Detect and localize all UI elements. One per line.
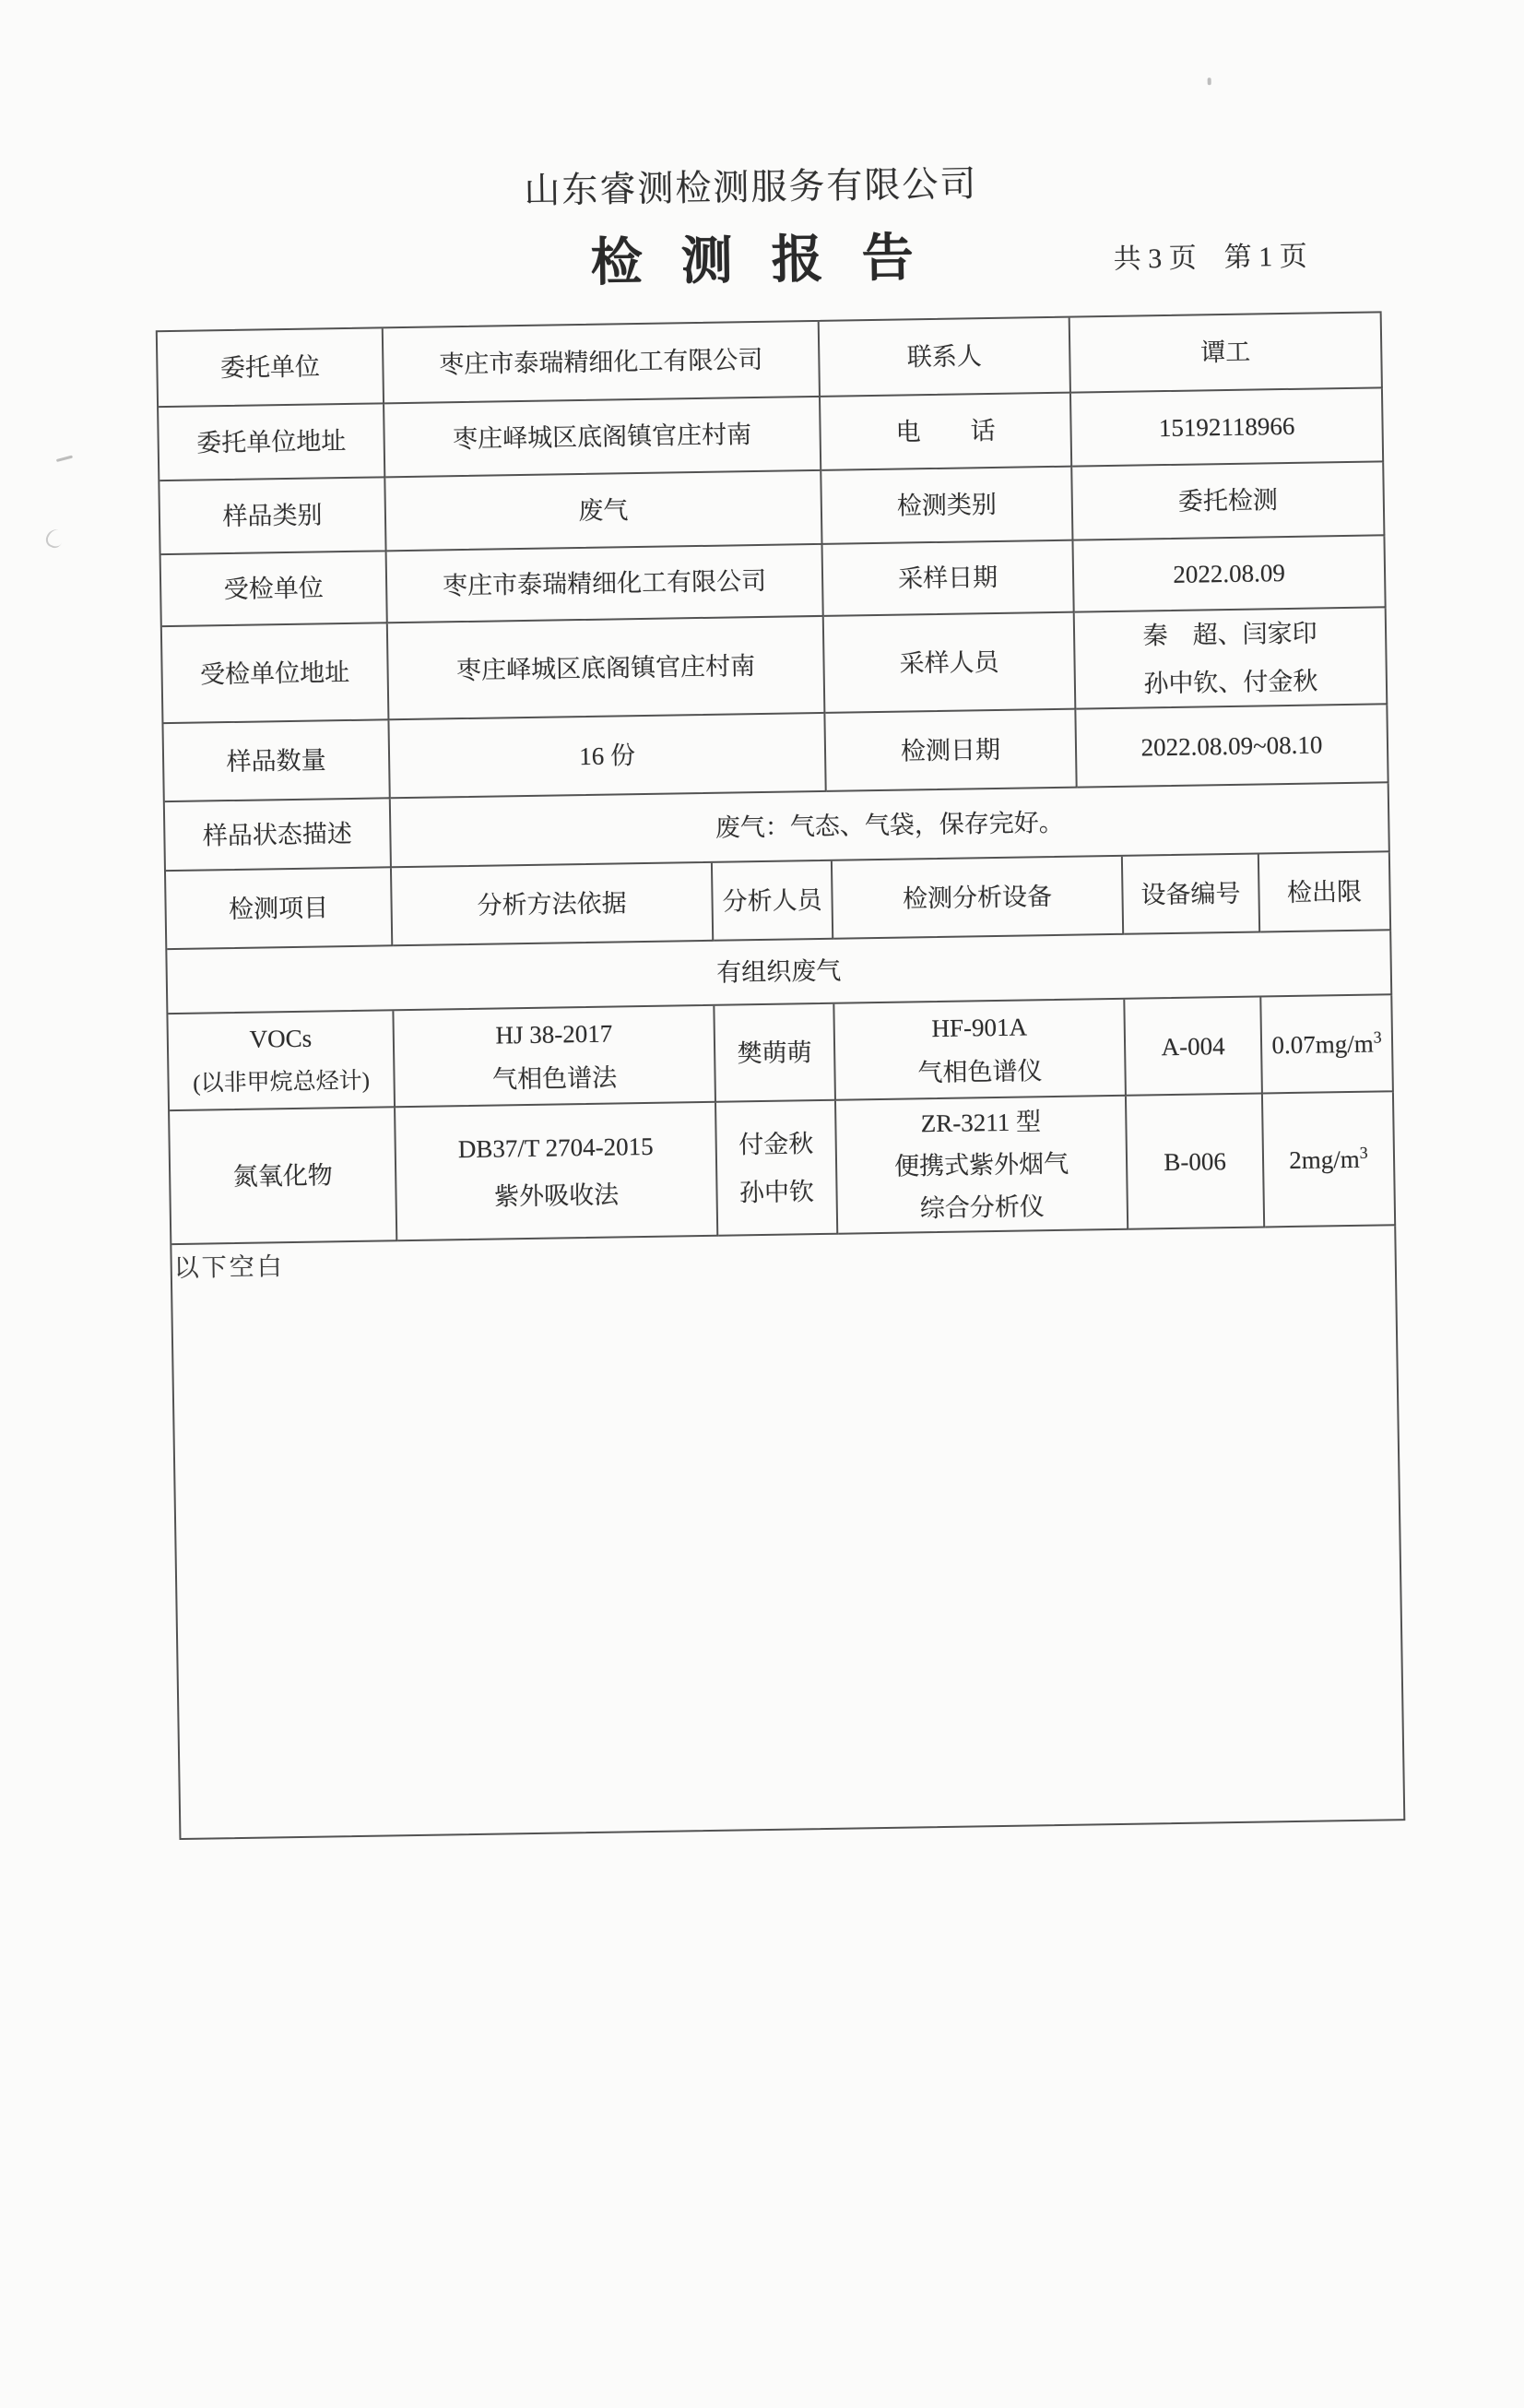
equipment-name: 气相色谱仪: [917, 1049, 1043, 1095]
method-name: 紫外吸收法: [494, 1170, 620, 1220]
equipment-name: 综合分析仪: [919, 1185, 1045, 1229]
column-header: 检测分析设备: [833, 857, 1124, 940]
equipment-model: ZR-3211 型: [920, 1100, 1041, 1145]
report-header: [93, 0, 1402, 10]
method-cell: [396, 1103, 718, 1241]
label-cell: 委托单位地址: [159, 404, 385, 481]
value-cell: 枣庄市泰瑞精细化工有限公司: [384, 322, 821, 404]
column-header: 分析方法依据: [392, 863, 714, 946]
label-cell: 样品数量: [163, 720, 390, 802]
item-note: (以非甲烷总烃计): [193, 1059, 370, 1106]
method-standard: DB37/T 2704-2015: [457, 1121, 654, 1172]
blank-note: 以下空白: [171, 1243, 287, 1286]
value-cell: 16 份: [389, 714, 826, 799]
label-cell: 样品类别: [159, 478, 386, 555]
label-cell: 检测类别: [821, 468, 1073, 545]
detection-limit-value: $0.07mg/m^3$: [1271, 1026, 1382, 1062]
sampling-staff-line2: 孙中钦、付金秋: [1143, 657, 1318, 707]
value-cell: [1075, 608, 1388, 709]
label-cell: 受检单位: [161, 552, 388, 627]
column-header: 设备编号: [1123, 854, 1260, 934]
item-cell: [168, 1011, 396, 1111]
equipment-no-cell: A-004: [1125, 997, 1263, 1096]
detection-limit-cell: [1263, 1092, 1396, 1228]
detection-limit-cell: [1261, 995, 1394, 1094]
value-cell: 谭工: [1070, 313, 1383, 393]
column-header: 检出限: [1259, 852, 1391, 932]
method-name: 气相色谱法: [492, 1055, 618, 1101]
equipment-name: 便携式紫外烟气: [894, 1142, 1069, 1187]
item-name: VOCs: [249, 1015, 312, 1061]
report-info-table: [156, 311, 1406, 1840]
value-cell: 枣庄市泰瑞精细化工有限公司: [387, 545, 824, 623]
equipment-cell: [834, 1000, 1127, 1101]
blank-area: [171, 1226, 1405, 1840]
scan-artifact-scribble: [43, 527, 65, 550]
sample-state-value: 废气：气态、气袋，保存完好。: [391, 783, 1390, 868]
scan-artifact-dash: [56, 456, 73, 463]
value-cell: 15192118966: [1071, 388, 1384, 467]
label-cell: 委托单位: [158, 328, 384, 408]
analyst-cell: [716, 1101, 838, 1237]
company-title: 山东睿测检测服务有限公司: [96, 148, 1406, 220]
method-row: [168, 995, 1393, 1111]
label-cell: 样品状态描述: [165, 799, 392, 872]
value-cell: 枣庄峄城区底阁镇官庄村南: [384, 397, 821, 478]
pages-total: 共 3 页: [1113, 243, 1197, 274]
method-row: [170, 1092, 1396, 1245]
scan-artifact-speck: [1208, 77, 1211, 85]
equipment-no-cell: B-006: [1127, 1094, 1265, 1229]
detection-limit-value: $2mg/m^3$: [1289, 1141, 1368, 1177]
report-title: 检 测 报 告: [97, 209, 1407, 303]
label-cell: 采样日期: [823, 541, 1075, 617]
page-current: 第 1 页: [1223, 242, 1307, 273]
analyst-name: 付金秋: [738, 1120, 814, 1168]
equipment-model: HF-901A: [931, 1004, 1027, 1050]
blank-row: [171, 1226, 1405, 1840]
value-cell: 2022.08.09~08.10: [1076, 705, 1388, 788]
method-cell: [394, 1006, 716, 1108]
sampling-staff-line1: 秦 超、闫家印: [1142, 609, 1317, 659]
analyst-cell: 樊萌萌: [715, 1004, 836, 1103]
section-title: 有组织废气: [167, 931, 1392, 1014]
column-header: 分析人员: [713, 861, 833, 942]
table-row: [162, 608, 1388, 724]
page-info: [1113, 233, 1307, 277]
label-cell: 联系人: [820, 318, 1071, 397]
item-cell: 氮氧化物: [170, 1108, 397, 1245]
method-standard: HJ 38-2017: [495, 1011, 612, 1057]
equipment-cell: [836, 1097, 1128, 1235]
value-cell: 枣庄峄城区底阁镇官庄村南: [388, 617, 826, 720]
label-cell: 电 话: [821, 394, 1072, 471]
value-cell: 委托检测: [1072, 462, 1385, 540]
analyst-name: 孙中钦: [739, 1168, 815, 1216]
column-header: 检测项目: [166, 868, 393, 950]
label-cell: 受检单位地址: [162, 623, 390, 724]
label-cell: 检测日期: [825, 710, 1077, 792]
label-cell: 采样人员: [824, 613, 1077, 714]
value-cell: 废气: [385, 471, 822, 552]
value-cell: 2022.08.09: [1073, 536, 1386, 612]
